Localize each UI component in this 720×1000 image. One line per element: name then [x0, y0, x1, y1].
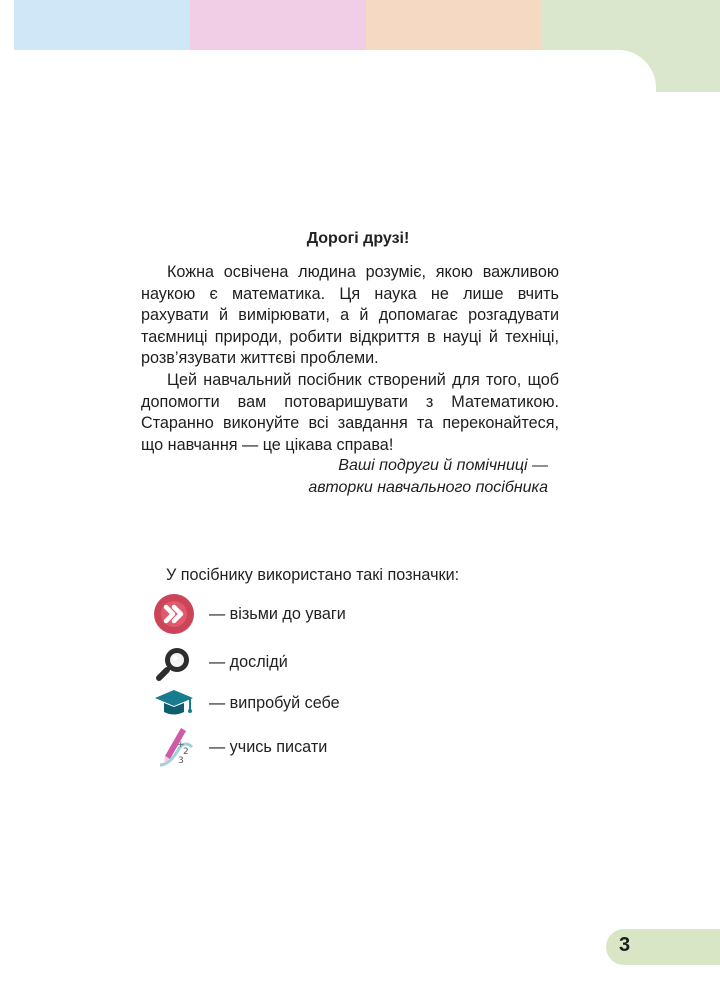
double-chevron-icon	[152, 592, 196, 636]
graduation-cap-icon	[152, 681, 196, 725]
page-number: 3	[619, 934, 631, 956]
header-tab-blue	[14, 0, 190, 56]
svg-text:+: +	[177, 740, 185, 750]
magnifier-icon	[152, 640, 196, 684]
svg-text:2: 2	[183, 747, 189, 757]
svg-text:3: 3	[178, 756, 184, 766]
legend-item-label: — випробуй себе	[209, 693, 340, 712]
header-tab-pink	[190, 0, 366, 56]
legend-item-explore	[152, 640, 288, 684]
signature-line-2: авторки навчального посібника	[308, 479, 548, 496]
page-title: Дорогі друзі!	[306, 230, 410, 247]
pencil-icon	[152, 725, 196, 769]
header-tab-peach	[366, 0, 542, 56]
page-sheet	[14, 50, 656, 110]
legend-item-label: — досліди́	[209, 652, 288, 671]
legend-item-label: — візьми до уваги	[209, 604, 346, 623]
legend-item-writing	[152, 725, 327, 769]
signature-line-1: Ваші подруги й помічниці —	[338, 457, 548, 474]
legend-title: У посібнику використано такі позначки:	[166, 566, 460, 584]
intro-paragraph-2: Цей навчальний посібник створений для того, щоб допомогти вам потоваришувати з Математикою. Старанно виконуйте всі завдання та переконайтеся, що навчання — це цікава справа!	[141, 371, 559, 454]
legend-item-test-yourself	[152, 681, 340, 725]
intro-paragraph-1: Кожна освічена людина розуміє, якою важливою наукою є математика. Ця наука не лише вчить рахувати й вимірювати, а й допомагає розгадувати таємниці природи, робити відкриття в науці й техніці, розв’язувати життєві проблеми.	[141, 263, 559, 367]
legend-item-label: — учись писати	[209, 737, 328, 756]
legend-item-attention	[152, 592, 346, 636]
